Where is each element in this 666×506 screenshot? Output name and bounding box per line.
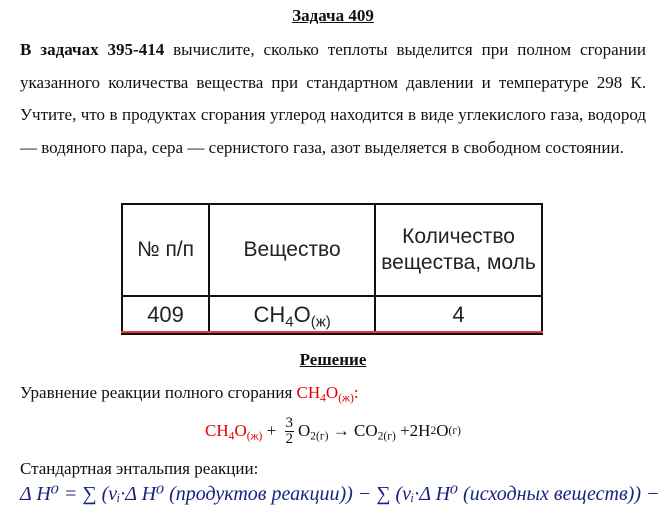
equation-label: Уравнение реакции полного сгорания $CH_4O_{(ж)}$: [20, 383, 359, 405]
table-underline [121, 331, 543, 333]
header-substance: Вещество [209, 204, 375, 296]
cell-substance: $CH_4O_{(ж)}$ [209, 296, 375, 334]
task-title: Задача 409 [292, 6, 374, 25]
co2-formula: $CO_{2(г)}$ [353, 421, 396, 443]
header-amount: Количество вещества, моль [375, 204, 542, 296]
data-table [121, 203, 543, 335]
cell-amount: 4 [375, 296, 542, 334]
equation-label-formula: $CH_4O_{(ж)}$: [296, 383, 359, 405]
task-range: В задачах 395-414 [20, 40, 165, 59]
header-number: № п/п [122, 204, 209, 296]
enthalpy-label: Стандартная энтальпия реакции: [20, 459, 259, 478]
reaction-equation: $CH_4O_{(ж)}$ + $\frac{3}{2}$ $O_{2(г)}$ → $CO_{2(г)}$ +2H 2 O (г) [205, 414, 461, 447]
table-header-row [122, 204, 542, 296]
enthalpy-formula: Δ H⁰ = ∑ (νᵢ·Δ H⁰ (продуктов реакции)) − ∑ (νᵢ·Δ H⁰ (исходных веществ)) − [20, 483, 660, 505]
solution-title: Решение [299, 350, 367, 369]
reactant-formula: $CH_4O_{(ж)}$ [205, 421, 263, 443]
cell-number: 409 [122, 296, 209, 334]
table-row [122, 296, 542, 334]
task-description [20, 34, 646, 164]
task-text: вычислите, сколько теплоты выделится при полном сгорании указанного количества вещества при стандартном давлении и температуре 298 К. Учтите, что в продуктах сгорания углерод находится в виде углекислого газа, водород — водяного пара, сера — сернистого газа, азот выделяется в свободном состоянии. [20, 40, 646, 157]
coefficient-fraction: $\frac{3}{2}$ [285, 414, 293, 447]
oxygen-formula: $O_{2(г)}$ [298, 421, 329, 443]
